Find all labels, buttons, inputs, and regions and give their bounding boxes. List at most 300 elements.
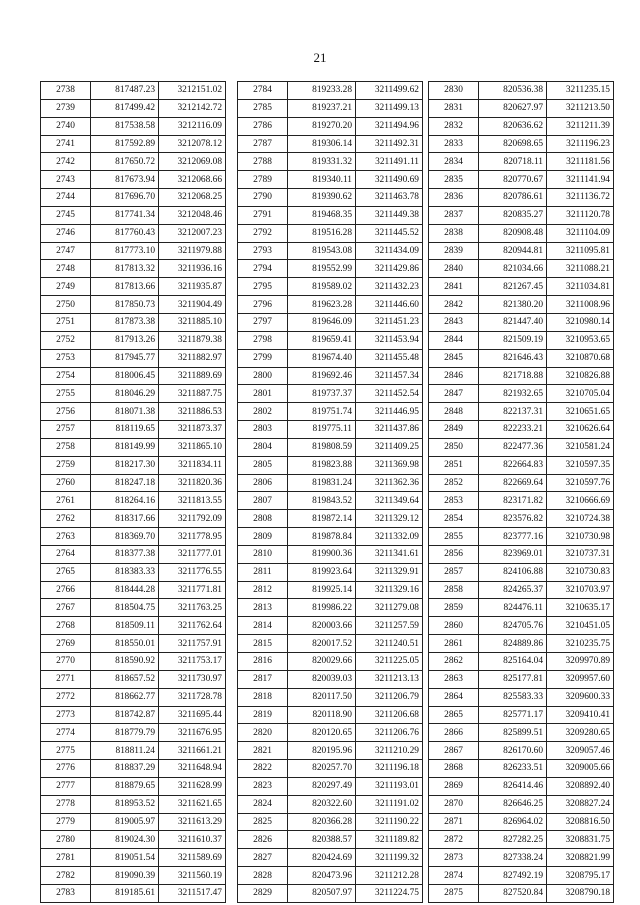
table-row xyxy=(238,831,423,849)
table-row xyxy=(41,474,226,492)
table-row xyxy=(429,99,614,117)
point-number-cell: 2760 xyxy=(41,474,91,492)
point-number-cell: 2796 xyxy=(238,296,288,314)
table-row xyxy=(429,581,614,599)
x-coordinate-cell: 818811.24 xyxy=(91,742,159,760)
table-row xyxy=(41,82,226,100)
table-row xyxy=(238,706,423,724)
y-coordinate-cell: 3208795.17 xyxy=(547,867,614,885)
point-number-cell: 2809 xyxy=(238,528,288,546)
table-row xyxy=(429,474,614,492)
y-coordinate-cell: 3210730.83 xyxy=(547,563,614,581)
y-coordinate-cell: 3211499.62 xyxy=(356,82,423,100)
x-coordinate-cell: 825583.33 xyxy=(479,688,547,706)
y-coordinate-cell: 3210597.35 xyxy=(547,456,614,474)
y-coordinate-cell: 3211889.69 xyxy=(159,367,226,385)
table-row xyxy=(41,206,226,224)
table-row xyxy=(429,367,614,385)
y-coordinate-cell: 3211329.12 xyxy=(356,510,423,528)
point-number-cell: 2834 xyxy=(429,153,479,171)
point-number-cell: 2775 xyxy=(41,742,91,760)
y-coordinate-cell: 3211777.01 xyxy=(159,545,226,563)
x-coordinate-cell: 820944.81 xyxy=(479,242,547,260)
y-coordinate-cell: 3211873.37 xyxy=(159,421,226,439)
table-row xyxy=(429,331,614,349)
point-number-cell: 2833 xyxy=(429,135,479,153)
table-row xyxy=(41,242,226,260)
x-coordinate-cell: 820257.70 xyxy=(288,760,356,778)
y-coordinate-cell: 3211329.16 xyxy=(356,581,423,599)
point-number-cell: 2749 xyxy=(41,278,91,296)
x-coordinate-cell: 820908.48 xyxy=(479,224,547,242)
x-coordinate-cell: 819233.28 xyxy=(288,82,356,100)
x-coordinate-cell: 817696.70 xyxy=(91,189,159,207)
point-number-cell: 2871 xyxy=(429,813,479,831)
point-number-cell: 2751 xyxy=(41,313,91,331)
y-coordinate-cell: 3211432.23 xyxy=(356,278,423,296)
table-row xyxy=(41,313,226,331)
x-coordinate-cell: 822669.64 xyxy=(479,474,547,492)
table-row xyxy=(41,777,226,795)
table-row xyxy=(41,635,226,653)
point-number-cell: 2790 xyxy=(238,189,288,207)
x-coordinate-cell: 820770.67 xyxy=(479,171,547,189)
point-number-cell: 2815 xyxy=(238,635,288,653)
x-coordinate-cell: 818006.45 xyxy=(91,367,159,385)
y-coordinate-cell: 3210953.65 xyxy=(547,331,614,349)
x-coordinate-cell: 826646.25 xyxy=(479,795,547,813)
table-row xyxy=(238,456,423,474)
x-coordinate-cell: 820322.60 xyxy=(288,795,356,813)
y-coordinate-cell: 3211449.38 xyxy=(356,206,423,224)
point-number-cell: 2850 xyxy=(429,438,479,456)
table-row xyxy=(429,206,614,224)
point-number-cell: 2840 xyxy=(429,260,479,278)
y-coordinate-cell: 3211446.95 xyxy=(356,403,423,421)
table-row xyxy=(238,242,423,260)
point-number-cell: 2870 xyxy=(429,795,479,813)
y-coordinate-cell: 3211008.96 xyxy=(547,296,614,314)
y-coordinate-cell: 3211757.91 xyxy=(159,635,226,653)
table-row xyxy=(429,224,614,242)
point-number-cell: 2756 xyxy=(41,403,91,421)
table-row xyxy=(41,688,226,706)
table-row xyxy=(429,635,614,653)
point-number-cell: 2844 xyxy=(429,331,479,349)
x-coordinate-cell: 820473.96 xyxy=(288,867,356,885)
y-coordinate-cell: 3212069.08 xyxy=(159,153,226,171)
x-coordinate-cell: 821267.45 xyxy=(479,278,547,296)
x-coordinate-cell: 817813.66 xyxy=(91,278,159,296)
x-coordinate-cell: 818657.52 xyxy=(91,670,159,688)
y-coordinate-cell: 3211771.81 xyxy=(159,581,226,599)
x-coordinate-cell: 822233.21 xyxy=(479,421,547,439)
table-row xyxy=(429,599,614,617)
x-coordinate-cell: 819808.59 xyxy=(288,438,356,456)
y-coordinate-cell: 3211362.36 xyxy=(356,474,423,492)
point-number-cell: 2856 xyxy=(429,545,479,563)
point-number-cell: 2800 xyxy=(238,367,288,385)
point-number-cell: 2817 xyxy=(238,670,288,688)
point-number-cell: 2869 xyxy=(429,777,479,795)
point-number-cell: 2753 xyxy=(41,349,91,367)
table-row xyxy=(429,349,614,367)
point-number-cell: 2783 xyxy=(41,884,91,902)
y-coordinate-cell: 3211190.22 xyxy=(356,813,423,831)
y-coordinate-cell: 3210626.64 xyxy=(547,421,614,439)
point-number-cell: 2795 xyxy=(238,278,288,296)
y-coordinate-cell: 3208827.24 xyxy=(547,795,614,813)
x-coordinate-cell: 819923.64 xyxy=(288,563,356,581)
table-row xyxy=(41,403,226,421)
x-coordinate-cell: 825177.81 xyxy=(479,670,547,688)
y-coordinate-cell: 3211776.55 xyxy=(159,563,226,581)
y-coordinate-cell: 3210980.14 xyxy=(547,313,614,331)
x-coordinate-cell: 820835.27 xyxy=(479,206,547,224)
x-coordinate-cell: 819878.84 xyxy=(288,528,356,546)
point-number-cell: 2803 xyxy=(238,421,288,439)
x-coordinate-cell: 820786.61 xyxy=(479,189,547,207)
table-row xyxy=(41,385,226,403)
y-coordinate-cell: 3209005.66 xyxy=(547,760,614,778)
table-row xyxy=(41,563,226,581)
x-coordinate-cell: 820039.03 xyxy=(288,670,356,688)
y-coordinate-cell: 3211648.94 xyxy=(159,760,226,778)
point-number-cell: 2838 xyxy=(429,224,479,242)
y-coordinate-cell: 3211695.44 xyxy=(159,706,226,724)
table-row xyxy=(41,653,226,671)
y-coordinate-cell: 3208790.18 xyxy=(547,884,614,902)
point-number-cell: 2841 xyxy=(429,278,479,296)
point-number-cell: 2769 xyxy=(41,635,91,653)
point-number-cell: 2831 xyxy=(429,99,479,117)
point-number-cell: 2793 xyxy=(238,242,288,260)
point-number-cell: 2860 xyxy=(429,617,479,635)
x-coordinate-cell: 827492.19 xyxy=(479,867,547,885)
x-coordinate-cell: 818550.01 xyxy=(91,635,159,653)
point-number-cell: 2779 xyxy=(41,813,91,831)
y-coordinate-cell: 3211613.29 xyxy=(159,813,226,831)
page-number: 21 xyxy=(313,50,327,65)
x-coordinate-cell: 819090.39 xyxy=(91,867,159,885)
y-coordinate-cell: 3211936.16 xyxy=(159,260,226,278)
table-row xyxy=(238,635,423,653)
table-row xyxy=(41,260,226,278)
point-number-cell: 2839 xyxy=(429,242,479,260)
y-coordinate-cell: 3210597.76 xyxy=(547,474,614,492)
point-number-cell: 2761 xyxy=(41,492,91,510)
y-coordinate-cell: 3209410.41 xyxy=(547,706,614,724)
table-row xyxy=(41,706,226,724)
x-coordinate-cell: 820536.38 xyxy=(479,82,547,100)
y-coordinate-cell: 3211136.72 xyxy=(547,189,614,207)
y-coordinate-cell: 3210737.31 xyxy=(547,545,614,563)
x-coordinate-cell: 819831.24 xyxy=(288,474,356,492)
table-row xyxy=(429,867,614,885)
table-row xyxy=(429,82,614,100)
point-number-cell: 2865 xyxy=(429,706,479,724)
table-row xyxy=(429,260,614,278)
point-number-cell: 2750 xyxy=(41,296,91,314)
x-coordinate-cell: 819237.21 xyxy=(288,99,356,117)
x-coordinate-cell: 818317.66 xyxy=(91,510,159,528)
x-coordinate-cell: 817592.89 xyxy=(91,135,159,153)
x-coordinate-cell: 818837.29 xyxy=(91,760,159,778)
table-row xyxy=(41,296,226,314)
point-number-cell: 2847 xyxy=(429,385,479,403)
y-coordinate-cell: 3211499.13 xyxy=(356,99,423,117)
x-coordinate-cell: 819543.08 xyxy=(288,242,356,260)
table-row xyxy=(429,795,614,813)
x-coordinate-cell: 824265.37 xyxy=(479,581,547,599)
y-coordinate-cell: 3211778.95 xyxy=(159,528,226,546)
x-coordinate-cell: 819589.02 xyxy=(288,278,356,296)
x-coordinate-cell: 819692.46 xyxy=(288,367,356,385)
x-coordinate-cell: 825899.51 xyxy=(479,724,547,742)
y-coordinate-cell: 3211189.82 xyxy=(356,831,423,849)
x-coordinate-cell: 818071.38 xyxy=(91,403,159,421)
point-number-cell: 2767 xyxy=(41,599,91,617)
x-coordinate-cell: 824889.86 xyxy=(479,635,547,653)
x-coordinate-cell: 819516.28 xyxy=(288,224,356,242)
y-coordinate-cell: 3208831.75 xyxy=(547,831,614,849)
table-row xyxy=(238,206,423,224)
table-row xyxy=(41,795,226,813)
y-coordinate-cell: 3209970.89 xyxy=(547,653,614,671)
x-coordinate-cell: 820636.62 xyxy=(479,117,547,135)
point-number-cell: 2853 xyxy=(429,492,479,510)
point-number-cell: 2747 xyxy=(41,242,91,260)
y-coordinate-cell: 3211452.54 xyxy=(356,385,423,403)
y-coordinate-cell: 3211279.08 xyxy=(356,599,423,617)
y-coordinate-cell: 3210666.69 xyxy=(547,492,614,510)
y-coordinate-cell: 3211628.99 xyxy=(159,777,226,795)
y-coordinate-cell: 3210581.24 xyxy=(547,438,614,456)
point-number-cell: 2851 xyxy=(429,456,479,474)
table-row xyxy=(41,438,226,456)
x-coordinate-cell: 817538.58 xyxy=(91,117,159,135)
y-coordinate-cell: 3212151.02 xyxy=(159,82,226,100)
point-number-cell: 2740 xyxy=(41,117,91,135)
y-coordinate-cell: 3211212.28 xyxy=(356,867,423,885)
y-coordinate-cell: 3211453.94 xyxy=(356,331,423,349)
table-row xyxy=(238,99,423,117)
x-coordinate-cell: 819646.09 xyxy=(288,313,356,331)
point-number-cell: 2794 xyxy=(238,260,288,278)
point-number-cell: 2759 xyxy=(41,456,91,474)
y-coordinate-cell: 3211834.11 xyxy=(159,456,226,474)
y-coordinate-cell: 3211034.81 xyxy=(547,278,614,296)
y-coordinate-cell: 3211979.88 xyxy=(159,242,226,260)
x-coordinate-cell: 818377.38 xyxy=(91,545,159,563)
point-number-cell: 2741 xyxy=(41,135,91,153)
x-coordinate-cell: 818247.18 xyxy=(91,474,159,492)
table-row xyxy=(429,313,614,331)
point-number-cell: 2780 xyxy=(41,831,91,849)
x-coordinate-cell: 819468.35 xyxy=(288,206,356,224)
y-coordinate-cell: 3209057.46 xyxy=(547,742,614,760)
table-row xyxy=(429,884,614,902)
x-coordinate-cell: 823777.16 xyxy=(479,528,547,546)
y-coordinate-cell: 3211730.97 xyxy=(159,670,226,688)
y-coordinate-cell: 3210730.98 xyxy=(547,528,614,546)
table-row xyxy=(238,795,423,813)
x-coordinate-cell: 820388.57 xyxy=(288,831,356,849)
point-number-cell: 2864 xyxy=(429,688,479,706)
table-row xyxy=(429,706,614,724)
point-number-cell: 2766 xyxy=(41,581,91,599)
y-coordinate-cell: 3211141.94 xyxy=(547,171,614,189)
x-coordinate-cell: 819872.14 xyxy=(288,510,356,528)
x-coordinate-cell: 821932.65 xyxy=(479,385,547,403)
x-coordinate-cell: 819900.36 xyxy=(288,545,356,563)
table-row xyxy=(429,296,614,314)
x-coordinate-cell: 819925.14 xyxy=(288,581,356,599)
y-coordinate-cell: 3211455.48 xyxy=(356,349,423,367)
y-coordinate-cell: 3211457.34 xyxy=(356,367,423,385)
x-coordinate-cell: 820507.97 xyxy=(288,884,356,902)
table-row xyxy=(429,760,614,778)
y-coordinate-cell: 3211332.09 xyxy=(356,528,423,546)
point-number-cell: 2754 xyxy=(41,367,91,385)
point-number-cell: 2777 xyxy=(41,777,91,795)
x-coordinate-cell: 827338.24 xyxy=(479,849,547,867)
table-row xyxy=(429,831,614,849)
x-coordinate-cell: 820195.96 xyxy=(288,742,356,760)
y-coordinate-cell: 3210724.38 xyxy=(547,510,614,528)
table-row xyxy=(238,581,423,599)
table-row xyxy=(238,653,423,671)
x-coordinate-cell: 817773.10 xyxy=(91,242,159,260)
point-number-cell: 2843 xyxy=(429,313,479,331)
point-number-cell: 2826 xyxy=(238,831,288,849)
x-coordinate-cell: 818217.30 xyxy=(91,456,159,474)
y-coordinate-cell: 3211753.17 xyxy=(159,653,226,671)
y-coordinate-cell: 3211213.50 xyxy=(547,99,614,117)
y-coordinate-cell: 3211329.91 xyxy=(356,563,423,581)
point-number-cell: 2763 xyxy=(41,528,91,546)
x-coordinate-cell: 817873.38 xyxy=(91,313,159,331)
table-row xyxy=(429,849,614,867)
x-coordinate-cell: 819185.61 xyxy=(91,884,159,902)
y-coordinate-cell: 3211349.64 xyxy=(356,492,423,510)
x-coordinate-cell: 826414.46 xyxy=(479,777,547,795)
y-coordinate-cell: 3208892.40 xyxy=(547,777,614,795)
point-number-cell: 2789 xyxy=(238,171,288,189)
y-coordinate-cell: 3211409.25 xyxy=(356,438,423,456)
table-row xyxy=(429,438,614,456)
x-coordinate-cell: 822137.31 xyxy=(479,403,547,421)
table-row xyxy=(429,528,614,546)
table-row xyxy=(238,224,423,242)
table-row xyxy=(238,135,423,153)
x-coordinate-cell: 821447.40 xyxy=(479,313,547,331)
point-number-cell: 2821 xyxy=(238,742,288,760)
x-coordinate-cell: 825771.17 xyxy=(479,706,547,724)
x-coordinate-cell: 826233.51 xyxy=(479,760,547,778)
x-coordinate-cell: 820366.28 xyxy=(288,813,356,831)
x-coordinate-cell: 827282.25 xyxy=(479,831,547,849)
y-coordinate-cell: 3210705.04 xyxy=(547,385,614,403)
y-coordinate-cell: 3211490.69 xyxy=(356,171,423,189)
y-coordinate-cell: 3209600.33 xyxy=(547,688,614,706)
y-coordinate-cell: 3211904.49 xyxy=(159,296,226,314)
y-coordinate-cell: 3211181.56 xyxy=(547,153,614,171)
point-number-cell: 2792 xyxy=(238,224,288,242)
table-row xyxy=(238,153,423,171)
y-coordinate-cell: 3212007.23 xyxy=(159,224,226,242)
table-row xyxy=(429,724,614,742)
point-number-cell: 2830 xyxy=(429,82,479,100)
y-coordinate-cell: 3211661.21 xyxy=(159,742,226,760)
table-row xyxy=(41,813,226,831)
table-row xyxy=(41,421,226,439)
point-number-cell: 2768 xyxy=(41,617,91,635)
y-coordinate-cell: 3211206.68 xyxy=(356,706,423,724)
point-number-cell: 2825 xyxy=(238,813,288,831)
x-coordinate-cell: 821034.66 xyxy=(479,260,547,278)
point-number-cell: 2758 xyxy=(41,438,91,456)
table-row xyxy=(238,296,423,314)
table-row xyxy=(41,278,226,296)
point-number-cell: 2787 xyxy=(238,135,288,153)
y-coordinate-cell: 3211193.01 xyxy=(356,777,423,795)
y-coordinate-cell: 3211517.47 xyxy=(159,884,226,902)
point-number-cell: 2778 xyxy=(41,795,91,813)
y-coordinate-cell: 3211886.53 xyxy=(159,403,226,421)
table-row xyxy=(429,742,614,760)
point-number-cell: 2764 xyxy=(41,545,91,563)
point-number-cell: 2755 xyxy=(41,385,91,403)
point-number-cell: 2819 xyxy=(238,706,288,724)
y-coordinate-cell: 3211813.55 xyxy=(159,492,226,510)
point-number-cell: 2801 xyxy=(238,385,288,403)
table-row xyxy=(238,117,423,135)
y-coordinate-cell: 3210651.65 xyxy=(547,403,614,421)
x-coordinate-cell: 819843.52 xyxy=(288,492,356,510)
table-row xyxy=(41,189,226,207)
table-row xyxy=(238,760,423,778)
x-coordinate-cell: 819024.30 xyxy=(91,831,159,849)
table-row xyxy=(41,510,226,528)
x-coordinate-cell: 827520.84 xyxy=(479,884,547,902)
x-coordinate-cell: 823576.82 xyxy=(479,510,547,528)
y-coordinate-cell: 3211560.19 xyxy=(159,867,226,885)
y-coordinate-cell: 3211676.95 xyxy=(159,724,226,742)
y-coordinate-cell: 3211196.18 xyxy=(356,760,423,778)
table-row xyxy=(41,617,226,635)
x-coordinate-cell: 819823.88 xyxy=(288,456,356,474)
point-number-cell: 2868 xyxy=(429,760,479,778)
x-coordinate-cell: 819005.97 xyxy=(91,813,159,831)
y-coordinate-cell: 3211213.13 xyxy=(356,670,423,688)
table-row xyxy=(429,135,614,153)
x-coordinate-cell: 817673.94 xyxy=(91,171,159,189)
x-coordinate-cell: 820003.66 xyxy=(288,617,356,635)
y-coordinate-cell: 3211792.09 xyxy=(159,510,226,528)
table-row xyxy=(41,456,226,474)
table-row xyxy=(41,849,226,867)
x-coordinate-cell: 825164.04 xyxy=(479,653,547,671)
point-number-cell: 2771 xyxy=(41,670,91,688)
table-row xyxy=(429,171,614,189)
table-row xyxy=(429,688,614,706)
point-number-cell: 2791 xyxy=(238,206,288,224)
point-number-cell: 2798 xyxy=(238,331,288,349)
table-row xyxy=(429,777,614,795)
x-coordinate-cell: 817913.26 xyxy=(91,331,159,349)
x-coordinate-cell: 817945.77 xyxy=(91,349,159,367)
